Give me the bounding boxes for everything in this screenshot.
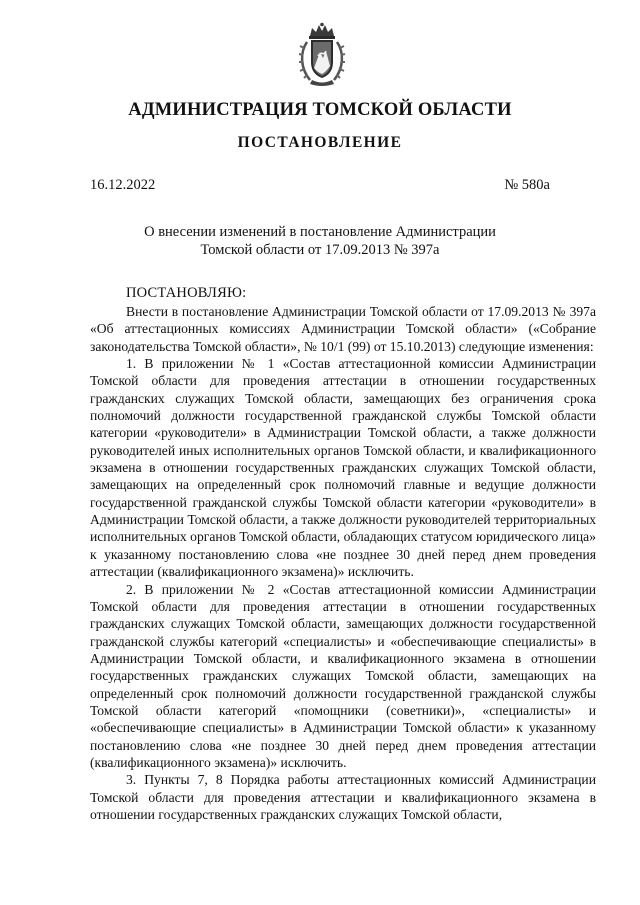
resolve-heading: ПОСТАНОВЛЯЮ: (126, 285, 247, 301)
body-paragraph: Внести в постановление Администрации Томской области от 17.09.2013 № 397а «Об аттестационных комиссиях Администрации Томской области» («Собрание законодательства Томской области», № 10/1 (99) от 15.10.2013) следующие изменения: (90, 304, 596, 354)
subject-line: Томской области от 17.09.2013 № 397а (200, 242, 440, 258)
document-number: № 580а (504, 177, 550, 193)
document-body (90, 303, 596, 823)
organization-title: АДМИНИСТРАЦИЯ ТОМСКОЙ ОБЛАСТИ (128, 100, 512, 120)
subject-line: О внесении изменений в постановление Администрации (144, 224, 496, 240)
body-paragraph: 1. В приложении № 1 «Состав аттестационной комиссии Администрации Томской области для проведения аттестации в отношении государственных гражданских служащих Томской области, замещающих без ограничения срока полномочий должности государственной гражданской службы Томской области категории «руководители» в Администрации Томской области, а также должности руководителей иных исполнительных органов Томской области, и квалификационного экзамена в отношении государственных гражданских служащих Томской области, замещающих на определенный срок полномочий главные и ведущие должности государственной гражданской службы Томской области категории «руководители» в Администрации Томской области, а также должности руководителей территориальных исполнительных органов Томской области, обладающих статусом юридического лица» к указанному постановлению слова «не позднее 30 дней перед днем проведения аттестации (квалификационного экзамена)» исключить. (90, 356, 596, 580)
document-type: ПОСТАНОВЛЕНИЕ (237, 134, 403, 151)
document-subject (120, 223, 520, 259)
tomsk-coat-of-arms-icon (298, 22, 346, 86)
body-paragraph: 2. В приложении № 2 «Состав аттестационной комиссии Администрации Томской области для проведения аттестации в отношении государственных гражданских служащих Томской области, замещающих должности государственной гражданской службы категорий «специалисты» и «обеспечивающие специалисты» в Администрации Томской области, и квалификационного экзамена в отношении государственных гражданских служащих Томской области, замещающих на определенный срок полномочий должности государственной гражданской службы Томской области категорий «помощники (советники)», «специалисты» и «обеспечивающие специалисты» в Администрации Томской области» к указанному постановлению слова «не позднее 30 дней перед днем проведения аттестации (квалификационного экзамена)» исключить. (90, 581, 596, 770)
body-paragraph: 3. Пункты 7, 8 Порядка работы аттестационных комиссий Администрации Томской области для проведения аттестации и квалификационного экзамена в отношении государственных гражданских служащих Томской области, (90, 772, 596, 822)
document-date: 16.12.2022 (90, 177, 156, 193)
